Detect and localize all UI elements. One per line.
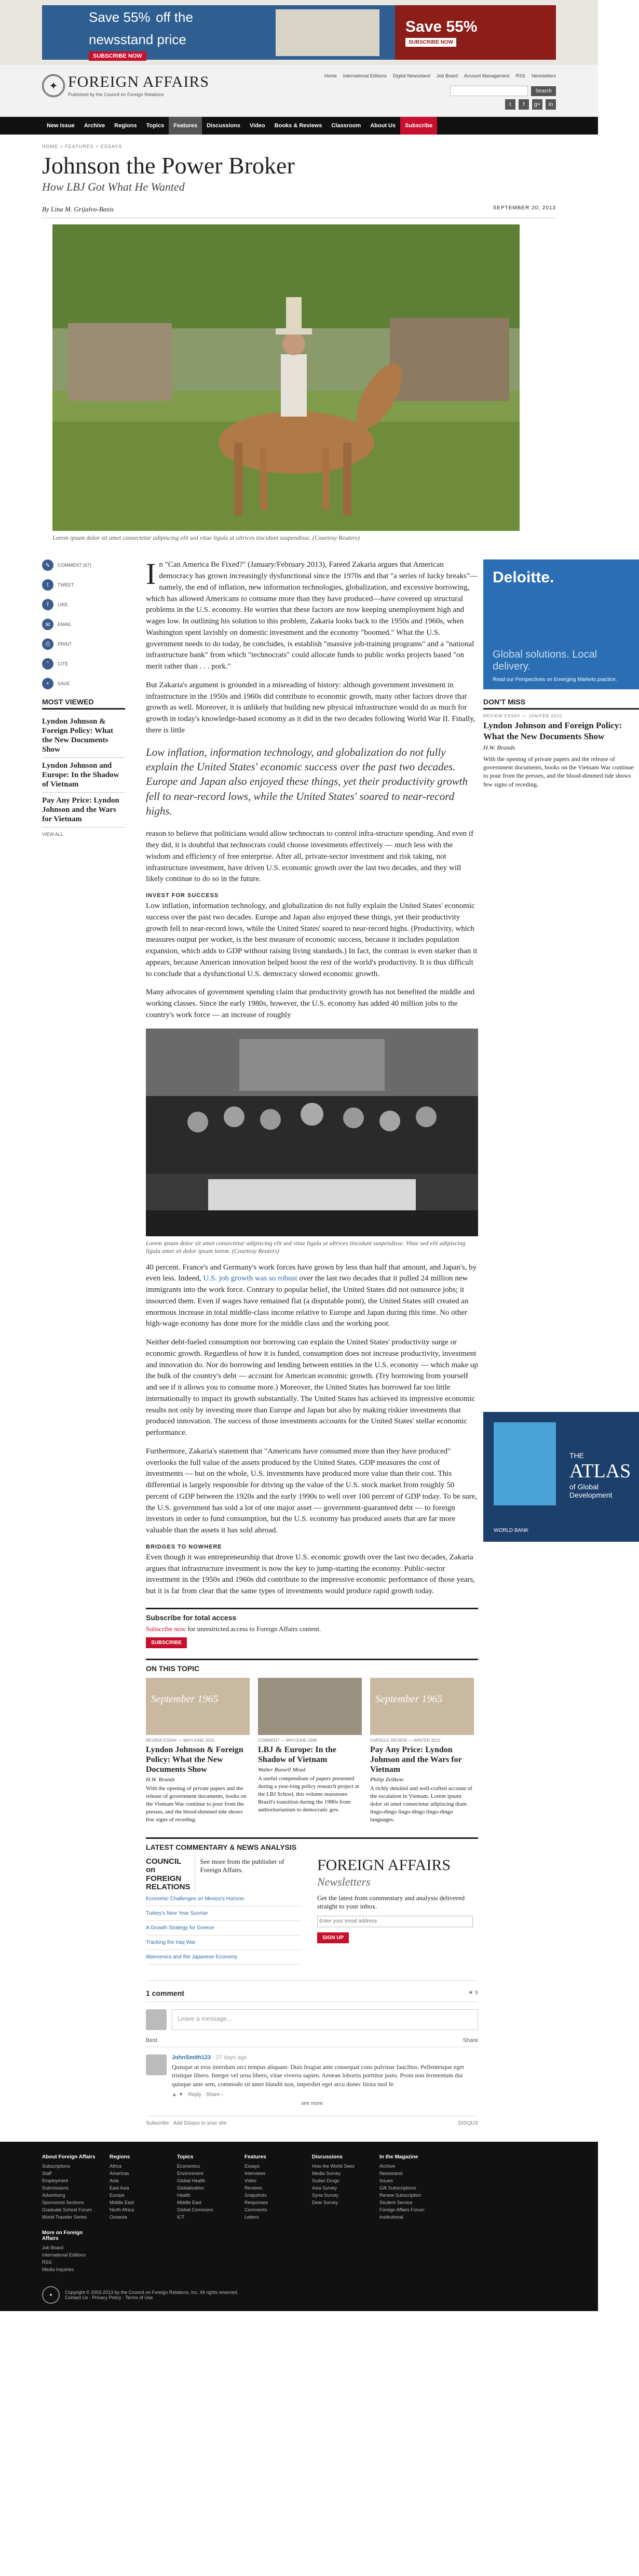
footer-more-link[interactable]: Media Inquiries (42, 2267, 74, 2273)
comment-item (146, 2054, 478, 2098)
footer-link[interactable]: Sponsored Sections (42, 2199, 84, 2205)
ad-line: Global solutions. Local delivery. (493, 649, 597, 673)
share-cite-label: CITE (58, 661, 69, 667)
footer-link[interactable]: Employment (42, 2178, 69, 2183)
newsletter-desc: Get the latest from commentary and analysis delivered straight to your inbox. (317, 1893, 465, 1910)
atlas-book-cover (494, 1422, 556, 1505)
ad-right-button[interactable]: SUBSCRIBE NOW (405, 38, 456, 47)
footer-link[interactable]: Americas (110, 2170, 129, 2176)
share-save-label: SAVE (58, 681, 70, 687)
card-thumb-text: September 1965 (151, 1693, 219, 1705)
atlas-of: of Global Development (569, 1482, 613, 1499)
footer-more (42, 2230, 99, 2274)
ad-small: Read our Perspectives on Emerging Markets practice. (493, 677, 617, 683)
atlas-publisher: WORLD BANK (494, 1527, 529, 1533)
footer-link[interactable]: Economics (177, 2163, 200, 2169)
newsletter-title (317, 1858, 478, 1889)
see-more-link[interactable]: see more (301, 2100, 323, 2106)
share-print[interactable] (42, 638, 125, 650)
view-all-link[interactable]: VIEW ALL (42, 832, 64, 837)
card-thumb (370, 1678, 474, 1735)
footer-link[interactable]: Graduate School Forum (42, 2207, 92, 2212)
avatar (146, 2009, 167, 2030)
top-ad-banner[interactable] (0, 0, 598, 65)
newsletter-brand: FOREIGN AFFAIRS (317, 1856, 451, 1874)
paragraph-7: Neither debt-fueled consumption nor borrowing can explain the United States' productivity surge or economic growth. Regardless of how it is funded, consumption does not increase productivity, investment and innovation do. Nor do borrowing and lending between entities in the U.S. economy — which make up the bulk of the country's debt — account for American economic growth. (Try borrowing from yourself and see if it allows you to consume more.) Moreover, the United States has borrowed far too little internationally to impact its growth substantially. The United States has achieved its impressive economic results not only by investing more than Europe and Japan but also by making riskier investments that produced innovation. The success of those investments accounts for the United States' stellar economic performance. (146, 1338, 478, 1437)
footer-link[interactable]: Student Service (379, 2199, 413, 2205)
footer-column-heading: Regions (110, 2154, 130, 2160)
footer-link[interactable]: Dear Survey (312, 2199, 338, 2205)
footer-link[interactable]: Africa (110, 2163, 122, 2169)
comment-count: 1 comment (146, 1988, 184, 1997)
nav-video[interactable]: Video (249, 123, 265, 129)
footer-link[interactable]: Reviews (244, 2185, 263, 2191)
ad-right (395, 5, 556, 60)
dont-miss-desc: With the opening of private papers and the release of government documents, books on the Vietnam War continue to pour from the presses, and the blood-dimmed tide shows few signs of receding. (483, 755, 634, 788)
cfr-more: See more from the publisher of Foreign Affairs. (200, 1857, 284, 1874)
footer-link[interactable]: Snapshots (244, 2192, 267, 2198)
hero-photo-graphic (52, 224, 520, 531)
newsletter-block (317, 1858, 478, 1965)
subhead-bridges: BRIDGES TO NOWHERE (146, 1543, 222, 1550)
card-title[interactable]: Lyndon Johnson & Foreign Policy: What the New Documents Show (146, 1745, 243, 1774)
search-row (450, 86, 556, 96)
footer-link[interactable]: Health (177, 2192, 191, 2198)
paragraph-4: Low inflation, information technology, and globalization do not fully explain the United States' economic success over the past two decades. Europe and Japan also enjoyed these things, yet their productivity growth fell to near-record lows, while the United States' soared to near-record highs. (Productivity, which measures output per worker, is the best measure of economic success, because it includes population expansion, which adds to GDP without raising living standards.) In fact, the contrast is even starker than it appears, because American innovation helped boost the rest of the world's productivity. It is thus difficult to conclude that a dysfunctional U.S. democracy slowed economic growth. (146, 902, 478, 978)
footer-more-link[interactable]: RSS (42, 2260, 52, 2265)
nav-topics[interactable]: Topics (146, 123, 165, 129)
publish-date: SEPTEMBER 20, 2013 (493, 205, 556, 211)
social-icons (505, 99, 556, 110)
comment-text: Quisque ut eros interdum orci tempus aliquam. Duis feugiat ante consequat cons pulvinar faucibus. Pellentesque eget tristique libero. Integer vel urna libero, vitae viverra sapien. Aenean lobortis porttitor justo. Proin non fermentum dui quisque ante sem, commodo sit amet blandit non, imperdiet eget arcu donec litora mol fe (172, 2063, 464, 2088)
card-kicker: COMMENT — MAY/JUNE 1999 (258, 1738, 317, 1743)
most-viewed-item[interactable]: Lyndon Johnson & Foreign Policy: What the New Documents Show (42, 714, 125, 758)
footer-column-heading: About Foreign Affairs (42, 2154, 96, 2160)
paragraph-1 (146, 559, 478, 673)
comment-compose (146, 2009, 478, 2030)
comment-time: · 27 days ago (212, 2054, 247, 2061)
avatar[interactable] (146, 2054, 167, 2075)
disqus-footer (146, 2116, 478, 2126)
article-title: Johnson the Power Broker (42, 152, 295, 179)
footer-column (312, 2154, 369, 2221)
card-title[interactable]: Pay Any Price: Lyndon Johnson and the Wars for Vietnam (370, 1745, 462, 1774)
share-save[interactable] (42, 678, 125, 689)
byline-row (42, 199, 556, 218)
subscribe-line (146, 1625, 478, 1633)
footer-link[interactable]: Middle East (110, 2199, 134, 2205)
footer-link[interactable]: Europe (110, 2192, 125, 2198)
paragraph-2: But Zakaria's argument is grounded in a misreading of history: although government investment in infrastructure in the 1950s and 1960s did contribute to economic growth, many other factors drove that growth as well. Moreover, it is unlikely that building new physical infrastructure would do as much for growth in today's knowledge-based economy as it did in the two decades following World War II. Finally, there is little (146, 680, 475, 735)
footer-link[interactable]: Global Commons (177, 2207, 213, 2212)
logo-name: FOREIGN AFFAIRS (68, 73, 210, 90)
footer-link[interactable]: Environment (177, 2170, 203, 2176)
footer-links[interactable]: Contact Us · Privacy Policy · Terms of Use (65, 2295, 153, 2301)
footer-columns (42, 2154, 556, 2221)
card-desc: With the opening of private papers and the release of government documents, books on the Vietnam War continue to pour from the presses, and the blood-dimmed tide shows few signs of receding. (146, 1785, 247, 1823)
footer-link[interactable]: Essays (244, 2163, 260, 2169)
share-tweet[interactable] (42, 579, 125, 591)
nav-about[interactable]: About Us (370, 123, 396, 129)
newsletter-signup-button[interactable]: SIGN UP (317, 1932, 349, 1943)
footer-link[interactable]: World Traveler Series (42, 2214, 87, 2220)
share-like[interactable] (42, 599, 125, 610)
share-email[interactable] (42, 619, 125, 630)
most-viewed (42, 698, 125, 837)
topic-card[interactable] (258, 1678, 362, 1824)
nav-classroom[interactable]: Classroom (331, 123, 361, 129)
footer-link[interactable]: Sudan Drugs (312, 2178, 339, 2183)
paragraph-6-pre: 40 percent. France's and Germany's work forces have grown by less than half that amount, and Japan's, by even less. Indeed, (146, 1263, 477, 1283)
utility-newsstand[interactable]: Digital Newsstand (392, 73, 430, 78)
main-column (146, 559, 478, 2126)
footer-column-heading: In the Magazine (379, 2154, 418, 2160)
topic-card[interactable] (146, 1678, 250, 1824)
card-thumb (146, 1678, 250, 1735)
share-like-label: LIKE (58, 602, 68, 608)
topic-card[interactable] (370, 1678, 474, 1824)
share-tweet-label: TWEET (58, 582, 74, 588)
latest-heading: LATEST COMMENTARY & NEWS ANALYSIS (146, 1843, 297, 1851)
footer-link[interactable]: Advertising (42, 2192, 65, 2198)
utility-links (324, 73, 556, 78)
dont-miss (483, 698, 639, 789)
ad-left-button[interactable]: SUBSCRIBE NOW (89, 51, 146, 61)
comment-input[interactable]: Leave a message... (172, 2009, 478, 2030)
card-thumb (258, 1678, 362, 1735)
footer-column (379, 2154, 437, 2221)
tab-best[interactable]: Best (146, 2037, 158, 2044)
nav-new-issue[interactable]: New Issue (47, 123, 75, 129)
footer-bottom (42, 2286, 556, 2304)
on-topic-heading: ON THIS TOPIC (146, 1664, 200, 1673)
utility-rss[interactable]: RSS (515, 73, 525, 78)
site-logo[interactable] (42, 74, 209, 97)
ad-magazine-covers (276, 9, 379, 56)
footer-more-link[interactable]: Job Board (42, 2245, 64, 2251)
most-viewed-item[interactable]: Pay Any Price: Lyndon Johnson and the Wars for Vietnam (42, 793, 125, 827)
footer-column (42, 2154, 99, 2221)
cfr-seal-icon: ✦ (42, 2286, 60, 2304)
footer-link[interactable]: East Asia (110, 2185, 129, 2191)
inline-caption: Lorem ipsum dolor sit amet consectetur adipiscing elit sed vitae ligula ut ultrices tincidunt suspendisse. Vitae sed elit adipiscing ligula amet sit dolor ipsum lorem. (Courtesy Reuters) (146, 1239, 466, 1254)
page-content (42, 144, 634, 2126)
hero-caption: Lorem ipsum dolor sit amet consectetur adipiscing elit sed vitae ligula ut ultrices tincidunt suspendisse. (Courtesy Reuters) (52, 534, 360, 542)
footer-link[interactable]: Institutional (379, 2214, 403, 2220)
disqus-links[interactable]: Subscribe · Add Disqus to your site (146, 2120, 227, 2126)
comment-tabs (146, 2037, 478, 2047)
cfr-link[interactable]: Tracking the Iraq War (146, 1936, 302, 1950)
cfr-link[interactable]: A Growth Strategy for Greece (146, 1921, 302, 1936)
ad-right-headline: Save 55% (405, 18, 478, 35)
footer-column (110, 2154, 167, 2221)
main-nav (0, 117, 598, 135)
linkedin-icon[interactable]: in (546, 99, 556, 110)
cfr-link[interactable]: Economic Challenges on Mexico's Horizon (146, 1892, 302, 1906)
logo-tagline: Published by the Council on Foreign Relations (68, 92, 164, 97)
dont-miss-kicker: REVIEW ESSAY — JAN/FEB 2015 (483, 714, 563, 719)
footer-more-link[interactable]: International Editions (42, 2252, 86, 2258)
footer-link[interactable]: Interviews (244, 2170, 266, 2176)
footer-column-heading: Features (244, 2154, 266, 2160)
search-input[interactable] (450, 86, 528, 96)
card-author: Walter Russell Mead (258, 1767, 306, 1773)
subscribe-box (146, 1608, 478, 1648)
tab-share[interactable]: Share (463, 2037, 478, 2044)
paragraph-6 (146, 1262, 478, 1330)
deloitte-ad[interactable] (483, 559, 639, 689)
share-comment-label: COMMENT (67) (58, 563, 91, 568)
paragraph-3: reason to believe that politicians would allow technocrats to control infra-structure spending. And even if they did, it is doubtful that technocrats could choose investments effectively — much less with the wisdom and efficiency of free enterprise. After all, private-sector investment and risk taking, not infrastructure investment, have driven U.S. economic growth over the last two decades, and they will likely continue to do so in the future. (146, 830, 474, 884)
comment-user[interactable] (172, 2054, 478, 2061)
most-viewed-item[interactable]: Lyndon Johnson and Europe: In the Shadow of Vietnam (42, 758, 125, 793)
footer-link[interactable]: Submissions (42, 2185, 69, 2191)
footer-link[interactable]: Subscriptions (42, 2163, 71, 2169)
dont-miss-author: H.W. Brands (483, 744, 515, 752)
masthead (0, 65, 598, 117)
copyright: Copyright © 2002-2013 by the Council on Foreign Relations, Inc. All rights reserved. (65, 2290, 239, 2295)
utility-jobboard[interactable]: Job Board (436, 73, 458, 78)
comment-username[interactable]: JohnSmith123 (172, 2054, 211, 2061)
seal-icon: ✦ (42, 74, 65, 97)
article-body-grid (42, 557, 634, 2126)
footer-column-heading: Discussions (312, 2154, 343, 2160)
googleplus-icon[interactable]: g+ (532, 99, 542, 110)
subscribe-rest: for unrestricted access to Foreign Affairs content. (187, 1624, 321, 1633)
email-icon: ✉ (42, 619, 53, 630)
latest-commentary (146, 1837, 478, 1965)
on-this-topic (146, 1659, 478, 1824)
footer-link[interactable]: Video (244, 2178, 256, 2183)
footer-link[interactable]: Renew Subscription (379, 2192, 422, 2198)
cfr-block (146, 1858, 302, 1965)
footer-link[interactable]: Asia (110, 2178, 119, 2183)
nav-books[interactable]: Books & Reviews (274, 123, 322, 129)
nav-regions[interactable]: Regions (114, 123, 137, 129)
atlas-ad[interactable] (483, 1412, 639, 1542)
subscribe-button[interactable]: SUBSCRIBE (146, 1637, 187, 1648)
card-desc: A richly detailed and well-crafted account of the escalation in Vietnam. Lorem ipsum dolor sit amet consectetur adipiscing diam lingo-dingo lingo-dingo lingo-dingo languages. (370, 1785, 472, 1823)
nav-features[interactable]: Features (169, 117, 202, 135)
article-dek: How LBJ Got What He Wanted (42, 180, 185, 194)
most-viewed-heading: MOST VIEWED (42, 698, 125, 710)
footer-link[interactable]: Responses (244, 2199, 268, 2205)
save-icon: + (42, 678, 53, 689)
card-author: H.W. Brands (146, 1777, 175, 1783)
utility-home[interactable]: Home (324, 73, 337, 78)
card-kicker: CAPSULE REVIEW — WINTER 2015 (370, 1738, 441, 1743)
facebook-icon: f (42, 599, 53, 610)
paragraph-8: Furthermore, Zakaria's statement that "Americans have consumed more than they have produced" overlooks the full value of the assets produced by the United States. GDP measures the cost of investments — but on the whole, U.S. investments have produced more value than their cost. This differential is largely responsible for driving up the value of the U.S. stock market from roughly 50 percent of GDP between the 1920s and the early 1990s to well over 100 percent of GDP today. To be sure, the U.S. government has sold a lot of one major asset — government-guaranteed debt — to foreign investors in order to fund consumption, but the U.S. economy has produced assets that are far more valuable than the assets it has sold abroad. (146, 1447, 478, 1535)
breadcrumb[interactable]: HOME > FEATURES > ESSAYS (42, 144, 123, 149)
inline-photo-graphic (146, 1029, 478, 1236)
footer-link[interactable]: Middle East (177, 2199, 202, 2205)
paragraph-6-post: over the last two decades that it pulled 24 million new immigrants into the work force. Contrary to popular belief, the United States did not outsource jobs; it insourced them. Even if wages have remained flat (a disputable point), the United States still created an enormous increase in total middle-class income relative to Europe and Japan during this time. No other high-wage economy has done more for the middle class and the working poor. (146, 1274, 469, 1328)
ad-left-sub: off the newsstand price (89, 9, 193, 47)
footer-link[interactable]: How the World Sees (312, 2163, 355, 2169)
comments-section (146, 1980, 478, 2126)
footer-link[interactable]: Comments (244, 2207, 267, 2212)
twitter-icon[interactable]: t (505, 99, 515, 110)
share-cite[interactable] (42, 658, 125, 670)
utility-newsletters[interactable]: Newsletters (531, 73, 556, 78)
footer-column (244, 2154, 302, 2221)
comment-rating[interactable]: ★ 6 (468, 1989, 478, 1996)
ad-brand: Deloitte. (493, 569, 554, 586)
footer-link[interactable]: Oceania (110, 2214, 127, 2220)
search-button[interactable]: Search (531, 86, 556, 96)
nav-archive[interactable]: Archive (84, 123, 105, 129)
footer-link[interactable]: Staff (42, 2170, 52, 2176)
footer-link[interactable]: Archive (379, 2163, 396, 2169)
newsletter-email-input[interactable] (317, 1916, 473, 1927)
share-comment[interactable] (42, 559, 125, 571)
footer-link[interactable]: Issues (379, 2178, 393, 2183)
footer-link[interactable]: Syria Survey (312, 2192, 339, 2198)
disqus-logo[interactable]: DISQUS (458, 2120, 478, 2126)
left-column (42, 559, 125, 2126)
card-title[interactable]: LBJ & Europe: In the Shadow of Vietnam (258, 1745, 336, 1764)
paragraph-9: Even though it was entrepreneurship that drove U.S. economic growth over the last two decades, Zakaria argues that infrastructure investment is now the key to jump-starting the economy. Public-sector investment in the 1950s and 1960s did contribute to the impressive economic performance of those years, but it is far from clear that the same types of investments would produce rapid growth today. (146, 1553, 475, 1596)
ad-left-headline: Save 55% (89, 9, 151, 25)
print-icon: ⎙ (42, 638, 53, 650)
paragraph-5: Many advocates of government spending claim that productivity growth has not benefited the middle and working classes. Since the early 1980s, however, the U.S. economy has added 40 million jobs to the country's work force — an increase of roughly (146, 988, 475, 1019)
share-tools (42, 559, 125, 689)
footer-column-heading: Topics (177, 2154, 194, 2160)
footer-link[interactable]: Globalization (177, 2185, 205, 2191)
comment-icon: ✎ (42, 559, 53, 571)
atlas-title: ATLAS (569, 1460, 631, 1482)
footer-link[interactable]: Global Health (177, 2178, 206, 2183)
share-print-label: PRINT (58, 642, 72, 647)
card-thumb-text: September 1965 (375, 1693, 443, 1705)
cfr-link[interactable]: Turkey's New Year Sunrise (146, 1906, 302, 1921)
atlas-the: THE (569, 1451, 584, 1460)
cfr-logo[interactable]: COUNCIL on FOREIGN RELATIONS (146, 1858, 195, 1892)
dont-miss-heading: DON'T MISS (483, 698, 639, 710)
subhead-invest: INVEST FOR SUCCESS (146, 892, 219, 899)
pull-quote: Low inflation, information technology, and globalization do not fully explain the United States' economic success over the past two decades. Europe and Japan also enjoyed these things, yet their productivity growth fell to near-record lows, while the United States' soared to near-record highs. (146, 745, 468, 817)
nav-discussions[interactable]: Discussions (207, 123, 240, 129)
subscribe-heading: Subscribe for total access (146, 1613, 237, 1622)
card-desc: A useful compendium of papers presented during a year-long policy research project at the LBJ School, this volume reassesses Brazil's transition during the 1980s from authoritarianism to democratic gov. (258, 1776, 359, 1813)
byline[interactable]: By Lina M. Grijalvo-Basis (42, 205, 114, 213)
footer-link[interactable]: Gift Subscriptions (379, 2185, 416, 2191)
paragraph-1-text: n "Can America Be Fixed?" (January/February 2013), Fareed Zakaria argues that American democracy has grown increasingly dysfunctional since the 1970s and that "a series of lucky breaks"—namely, the end of inflation, new information technologies, globalization, and excessive borrowing, which has allowed Americans to consume more than they have produced—have covered up structural problems in the U.S. economy. He worries that these factors are now keeping unemployment high and wages low. In outlining his solution to this problem, Zakaria looks back to the 1950s and 1960s, when Washington spent lavishly on domestic investment and the economy "boomed." What the U.S. government needs to do today, he concludes, is establish "massive job-training programs" and a "national infrastructure bank" from which "technocrats" could allocate funds to public works projects based "on merit rather than . . . pork." (146, 560, 478, 671)
footer-link[interactable]: North Africa (110, 2207, 134, 2212)
footer-link[interactable]: Media Survey (312, 2170, 341, 2176)
subscribe-link[interactable]: Subscribe now (146, 1624, 186, 1633)
card-author: Philip Zelikow (370, 1777, 404, 1783)
drop-cap: I (146, 557, 156, 591)
ad-left (42, 5, 260, 61)
footer-link[interactable]: Newsstand (379, 2170, 403, 2176)
newsletter-sub: Newsletters (317, 1875, 371, 1888)
ad-box[interactable] (42, 5, 556, 60)
footer-more-heading: More on Foreign Affairs (42, 2230, 83, 2242)
cite-icon: " (42, 658, 53, 670)
utility-international[interactable]: International Editions (343, 73, 387, 78)
footer-link[interactable]: Foreign Affairs Forum (379, 2207, 425, 2212)
footer-link[interactable]: Asia Survey (312, 2185, 337, 2191)
footer-link[interactable]: ICT (177, 2214, 185, 2220)
footer-column (177, 2154, 234, 2221)
card-kicker: REVIEW ESSAY — MAY/JUNE 2015 (146, 1738, 215, 1743)
utility-account[interactable]: Account Management (464, 73, 510, 78)
twitter-icon: t (42, 579, 53, 591)
inline-image (146, 1029, 478, 1236)
facebook-icon[interactable]: f (519, 99, 529, 110)
right-column (483, 559, 639, 2126)
footer-link[interactable]: Letters (244, 2214, 259, 2220)
nav-subscribe[interactable]: Subscribe (400, 117, 437, 135)
inline-link-jobs[interactable]: U.S. job growth was so robust (203, 1274, 297, 1283)
cfr-link[interactable]: Abenomics and the Japanese Economy (146, 1950, 302, 1965)
site-footer (0, 2142, 598, 2311)
hero-image (52, 224, 520, 531)
share-email-label: EMAIL (58, 622, 72, 628)
comment-actions[interactable]: ▲ ▼ · Reply · Share › (172, 2091, 223, 2098)
dont-miss-title[interactable]: Lyndon Johnson and Foreign Policy: What the New Documents Show (483, 720, 622, 741)
